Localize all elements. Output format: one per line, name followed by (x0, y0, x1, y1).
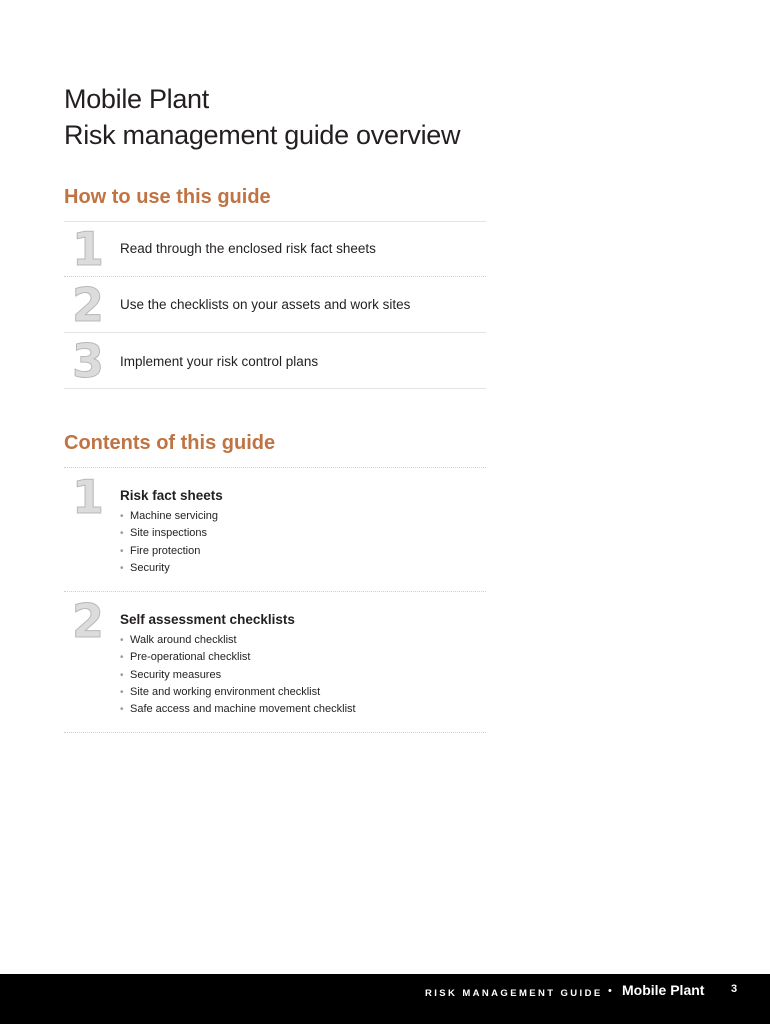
contents-list-1 (118, 508, 218, 577)
page-title (64, 81, 460, 153)
list-item: • Site inspections (118, 525, 218, 542)
list-item: • Security measures (118, 667, 356, 684)
step-text-2: Use the checklists on your assets and work sites (120, 297, 411, 312)
step-text-3: Implement your risk control plans (120, 354, 319, 369)
bullet-icon: • (120, 562, 124, 574)
divider (64, 591, 486, 592)
contents-number-2: 2 (72, 594, 105, 648)
bullet-icon: • (120, 528, 124, 540)
contents-group-title-2: Self assessment checklists (120, 612, 295, 627)
bullet-icon: • (120, 635, 124, 646)
footer-guide-label: RISK MANAGEMENT GUIDE (425, 988, 603, 999)
contents-heading: Contents of this guide (64, 432, 276, 454)
divider (64, 467, 486, 468)
page-number: 3 (731, 983, 738, 995)
bullet-icon: • (120, 511, 124, 522)
footer-product-name: Mobile Plant (622, 982, 705, 998)
step-text-1: Read through the enclosed risk fact sheets (120, 241, 376, 256)
contents-list-2 (118, 632, 356, 718)
step-number-2: 2 (72, 278, 105, 332)
title-line-1: Mobile Plant (64, 84, 209, 115)
contents-group-title-1: Risk fact sheets (120, 488, 223, 503)
divider (64, 332, 486, 333)
title-line-2: Risk management guide overview (64, 120, 461, 151)
divider (64, 732, 486, 733)
bullet-icon: • (120, 669, 124, 681)
bullet-icon: • (120, 652, 124, 664)
list-item: • Security (118, 560, 218, 577)
divider (64, 388, 486, 389)
list-item: • Walk around checklist (118, 632, 356, 649)
bullet-icon: • (120, 704, 124, 716)
list-item: • Machine servicing (118, 508, 218, 525)
list-item: • Fire protection (118, 543, 218, 560)
list-item: • Site and working environment checklist (118, 684, 356, 701)
list-item: • Pre-operational checklist (118, 649, 356, 666)
divider (64, 221, 486, 222)
contents-number-1: 1 (72, 470, 105, 524)
list-item: • Safe access and machine movement checklist (118, 701, 356, 718)
bullet-icon: • (120, 545, 124, 557)
footer-separator: • (608, 985, 612, 997)
step-number-3: 3 (72, 334, 105, 388)
footer-bar (0, 974, 770, 1024)
divider (64, 276, 486, 277)
how-to-use-heading: How to use this guide (64, 186, 271, 208)
bullet-icon: • (120, 686, 124, 698)
step-number-1: 1 (72, 222, 105, 276)
